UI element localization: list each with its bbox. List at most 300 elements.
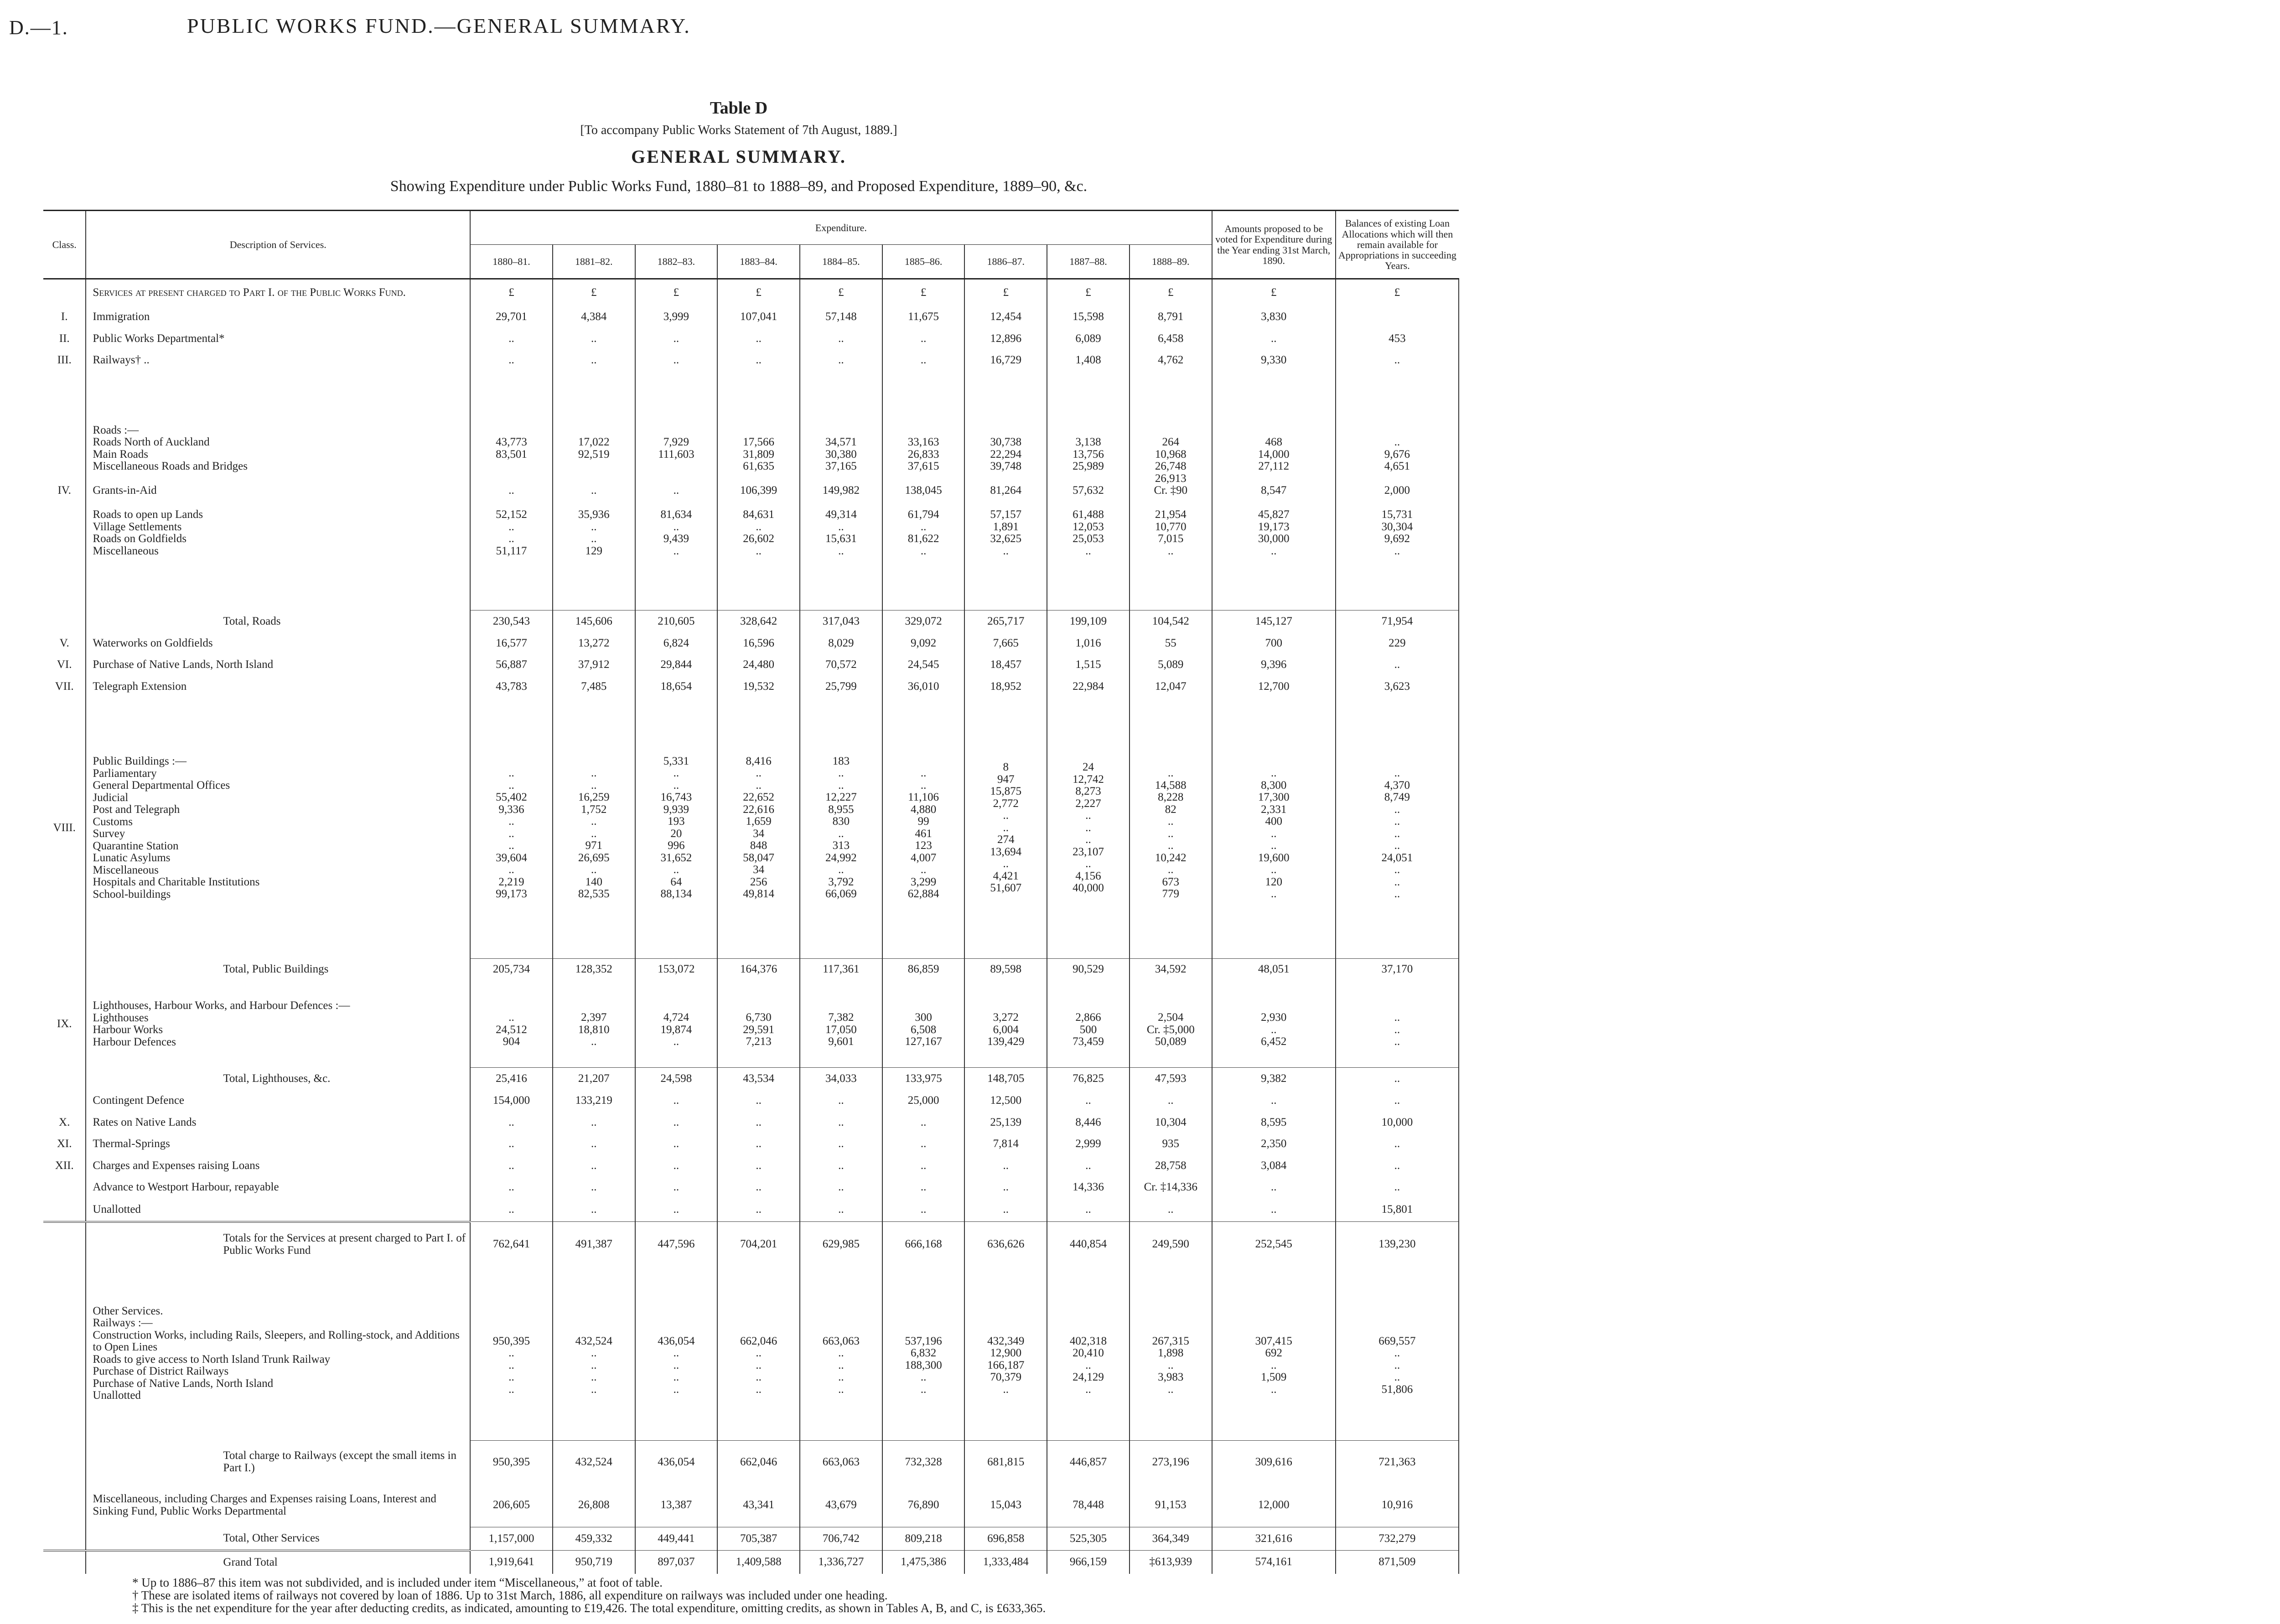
total-label: Totals for the Services at present charged to Part I. of Public Works Fund bbox=[86, 1222, 470, 1267]
value-cell: 13,387 bbox=[635, 1484, 718, 1527]
value-cell: 16,577 bbox=[470, 632, 553, 654]
class-cell bbox=[43, 1551, 86, 1574]
value-cell: 199,109 bbox=[1047, 610, 1130, 632]
value-cell: 9,396 bbox=[1212, 654, 1336, 676]
value-cell: .. bbox=[470, 328, 553, 350]
value-cell: 249,590 bbox=[1130, 1222, 1212, 1267]
class-cell: V. bbox=[43, 632, 86, 654]
value-cell: 183 .. .. 12,227 8,955 830 .. 313 24,992 .. 3,792 66,069 bbox=[800, 698, 882, 958]
value-cell: .. bbox=[1047, 1090, 1130, 1112]
value-cell: 696,858 bbox=[964, 1527, 1047, 1550]
value-cell: 26,808 bbox=[553, 1484, 635, 1527]
value-cell: 950,395 bbox=[470, 1440, 553, 1484]
summary-heading: GENERAL SUMMARY. bbox=[631, 146, 846, 167]
value-cell: 29,701 bbox=[470, 306, 553, 328]
value-cell: .. bbox=[800, 328, 882, 350]
value-cell: 29,844 bbox=[635, 654, 718, 676]
currency-symbol: £ bbox=[717, 279, 800, 306]
value-cell: 34,592 bbox=[1130, 958, 1212, 980]
value-cell: 966,159 bbox=[1047, 1551, 1130, 1574]
class-cell bbox=[43, 1527, 86, 1550]
value-cell: 8,029 bbox=[800, 632, 882, 654]
value-cell: 309,616 bbox=[1212, 1440, 1336, 1484]
description-cell: Other Services. Railways :— Construction Works, including Rails, Sleepers, and Rolling-stock, and Additions to Open Lines Roads to give access to North Island Trunk Railway Purchase of District Railways Purchase of Native Lands, North Island Unallotted bbox=[86, 1267, 470, 1440]
table-row bbox=[43, 1177, 1459, 1199]
value-cell: .. bbox=[964, 1177, 1047, 1199]
value-cell: 8,446 bbox=[1047, 1112, 1130, 1133]
class-cell bbox=[43, 1484, 86, 1527]
value-cell: 37,912 bbox=[553, 654, 635, 676]
value-cell: 210,605 bbox=[635, 610, 718, 632]
description-cell: Rates on Native Lands bbox=[86, 1112, 470, 1133]
expenditure-header: Expenditure. bbox=[470, 211, 1212, 245]
table-row bbox=[43, 1068, 1459, 1090]
value-cell: .. .. 11,106 4,880 99 461 123 4,007 .. 3,299 62,884 bbox=[882, 698, 965, 958]
value-cell: 704,201 bbox=[717, 1222, 800, 1267]
value-cell: .. bbox=[553, 1198, 635, 1221]
table-row bbox=[43, 350, 1459, 372]
value-cell: 12,700 bbox=[1212, 676, 1336, 698]
value-cell: 8,791 bbox=[1130, 306, 1212, 328]
value-cell: .. bbox=[553, 1155, 635, 1177]
value-cell: .. bbox=[1130, 1198, 1212, 1221]
value-cell: 950,395 .. .. .. .. bbox=[470, 1267, 553, 1440]
value-cell: 21,207 bbox=[553, 1068, 635, 1090]
value-cell: .. bbox=[882, 1198, 965, 1221]
value-cell: .. bbox=[1212, 328, 1336, 350]
description-cell: Lighthouses, Harbour Works, and Harbour Defences :— Lighthouses Harbour Works Harbour Defences bbox=[86, 981, 470, 1068]
class-cell: IX. bbox=[43, 981, 86, 1068]
value-cell: .. bbox=[553, 328, 635, 350]
value-cell: 139,230 bbox=[1336, 1222, 1459, 1267]
table-row bbox=[43, 610, 1459, 632]
value-cell: 663,063 bbox=[800, 1440, 882, 1484]
value-cell: 71,954 bbox=[1336, 610, 1459, 632]
value-cell: .. bbox=[1336, 1155, 1459, 1177]
class-cell: XI. bbox=[43, 1133, 86, 1155]
value-cell: .. bbox=[1212, 1090, 1336, 1112]
class-cell: VII. bbox=[43, 676, 86, 698]
table-row bbox=[43, 981, 1459, 1068]
value-cell: 13,272 bbox=[553, 632, 635, 654]
value-cell: 1,157,000 bbox=[470, 1527, 553, 1550]
value-cell: .. .. 16,259 1,752 .. .. 971 26,695 .. 140 82,535 bbox=[553, 698, 635, 958]
currency-symbol: £ bbox=[1047, 279, 1130, 306]
value-cell: 12,047 bbox=[1130, 676, 1212, 698]
currency-symbol: £ bbox=[1336, 279, 1459, 306]
value-cell: 950,719 bbox=[553, 1551, 635, 1574]
value-cell: Cr. ‡14,336 bbox=[1130, 1177, 1212, 1199]
value-cell: 70,572 bbox=[800, 654, 882, 676]
value-cell: .. bbox=[470, 1177, 553, 1199]
currency-symbol: £ bbox=[635, 279, 718, 306]
value-cell: .. bbox=[470, 1155, 553, 1177]
general-summary-table bbox=[43, 210, 1459, 1574]
description-cell: Waterworks on Goldfields bbox=[86, 632, 470, 654]
value-cell: 436,054 bbox=[635, 1440, 718, 1484]
value-cell: 43,679 bbox=[800, 1484, 882, 1527]
value-cell: 107,041 bbox=[717, 306, 800, 328]
currency-symbol: £ bbox=[800, 279, 882, 306]
value-cell: 491,387 bbox=[553, 1222, 635, 1267]
value-cell: 7,665 bbox=[964, 632, 1047, 654]
footnote-1: * Up to 1886–87 this item was not subdivided, and is included under item “Miscellaneous,” at foot of table. bbox=[132, 1576, 663, 1589]
value-cell: 329,072 bbox=[882, 610, 965, 632]
value-cell: 90,529 bbox=[1047, 958, 1130, 980]
total-label: Total, Lighthouses, &c. bbox=[86, 1068, 470, 1090]
value-cell: .. bbox=[1336, 350, 1459, 372]
description-cell: Contingent Defence bbox=[86, 1090, 470, 1112]
value-cell: 9,092 bbox=[882, 632, 965, 654]
value-cell: .. bbox=[800, 1177, 882, 1199]
value-cell: 436,054 .. .. .. .. bbox=[635, 1267, 718, 1440]
value-cell: 267,315 1,898 .. 3,983 .. bbox=[1130, 1267, 1212, 1440]
class-cell: VIII. bbox=[43, 698, 86, 958]
part1-heading: Services at present charged to Part I. of the Public Works Fund. bbox=[86, 279, 470, 306]
value-cell: 6,824 bbox=[635, 632, 718, 654]
value-cell: 78,448 bbox=[1047, 1484, 1130, 1527]
value-cell: .. bbox=[1336, 1133, 1459, 1155]
value-cell: 6,730 29,591 7,213 bbox=[717, 981, 800, 1068]
value-cell: 57,148 bbox=[800, 306, 882, 328]
value-cell: 721,363 bbox=[1336, 1440, 1459, 1484]
description-cell: Unallotted bbox=[86, 1198, 470, 1221]
value-cell: 24,480 bbox=[717, 654, 800, 676]
value-cell: 22,984 bbox=[1047, 676, 1130, 698]
value-cell: .. 8,300 17,300 2,331 400 .. .. 19,600 .. 120 .. bbox=[1212, 698, 1336, 958]
value-cell: 2,866 500 73,459 bbox=[1047, 981, 1130, 1068]
value-cell: 459,332 bbox=[553, 1527, 635, 1550]
value-cell: .. .. 55,402 9,336 .. .. .. 39,604 .. 2,219 99,173 bbox=[470, 698, 553, 958]
value-cell: .. bbox=[1212, 1177, 1336, 1199]
value-cell: 43,773 83,501 .. 52,152 .. .. 51,117 bbox=[470, 371, 553, 610]
total-label: Total charge to Railways (except the small items in Part I.) bbox=[86, 1440, 470, 1484]
class-cell bbox=[43, 1177, 86, 1199]
value-cell: 7,814 bbox=[964, 1133, 1047, 1155]
value-cell: 897,037 bbox=[635, 1551, 718, 1574]
value-cell: 76,825 bbox=[1047, 1068, 1130, 1090]
class-header: Class. bbox=[43, 211, 86, 279]
value-cell: 2,930 .. 6,452 bbox=[1212, 981, 1336, 1068]
value-cell: 2,350 bbox=[1212, 1133, 1336, 1155]
value-cell: 30,738 22,294 39,748 81,264 57,157 1,891 32,625 .. bbox=[964, 371, 1047, 610]
class-cell bbox=[43, 1267, 86, 1440]
total-label: Total, Roads bbox=[86, 610, 470, 632]
value-cell: 3,999 bbox=[635, 306, 718, 328]
value-cell: 935 bbox=[1130, 1133, 1212, 1155]
value-cell: .. bbox=[882, 1112, 965, 1133]
value-cell: 1,919,641 bbox=[470, 1551, 553, 1574]
class-cell: X. bbox=[43, 1112, 86, 1133]
description-cell: Public Works Departmental* bbox=[86, 328, 470, 350]
value-cell: 18,457 bbox=[964, 654, 1047, 676]
value-cell: .. bbox=[553, 350, 635, 372]
value-cell: .. bbox=[1047, 1155, 1130, 1177]
value-cell: 264 10,968 26,748 26,913 Cr. ‡90 21,954 10,770 7,015 .. bbox=[1130, 371, 1212, 610]
value-cell: 706,742 bbox=[800, 1527, 882, 1550]
value-cell: 205,734 bbox=[470, 958, 553, 980]
year-header: 1884–85. bbox=[800, 245, 882, 279]
value-cell bbox=[1336, 306, 1459, 328]
value-cell: 8,416 .. .. 22,652 22,616 1,659 34 848 58,047 34 256 49,814 bbox=[717, 698, 800, 958]
value-cell: 321,616 bbox=[1212, 1527, 1336, 1550]
table-row bbox=[43, 676, 1459, 698]
value-cell: 16,596 bbox=[717, 632, 800, 654]
amounts-header: Amounts proposed to be voted for Expenditure during the Year ending 31st March, 1890. bbox=[1212, 211, 1336, 279]
value-cell: .. bbox=[635, 350, 718, 372]
value-cell: 681,815 bbox=[964, 1440, 1047, 1484]
value-cell: 28,758 bbox=[1130, 1155, 1212, 1177]
page-title: PUBLIC WORKS FUND.—GENERAL SUMMARY. bbox=[187, 14, 691, 37]
value-cell: 705,387 bbox=[717, 1527, 800, 1550]
value-cell: 37,170 bbox=[1336, 958, 1459, 980]
value-cell: 33,163 26,833 37,615 138,045 61,794 .. 81,622 .. bbox=[882, 371, 965, 610]
value-cell: 629,985 bbox=[800, 1222, 882, 1267]
value-cell: 25,416 bbox=[470, 1068, 553, 1090]
value-cell: 662,046 bbox=[717, 1440, 800, 1484]
table-row bbox=[43, 328, 1459, 350]
value-cell: .. bbox=[717, 1177, 800, 1199]
class-cell: IV. bbox=[43, 371, 86, 610]
value-cell: 10,304 bbox=[1130, 1112, 1212, 1133]
value-cell: 7,485 bbox=[553, 676, 635, 698]
value-cell: 24 12,742 8,273 2,227 .. .. .. 23,107 .. 4,156 40,000 bbox=[1047, 698, 1130, 958]
description-cell: Miscellaneous, including Charges and Expenses raising Loans, Interest and Sinking Fund, Public Works Departmental bbox=[86, 1484, 470, 1527]
value-cell: 4,724 19,874 .. bbox=[635, 981, 718, 1068]
value-cell: .. bbox=[470, 1198, 553, 1221]
value-cell: 440,854 bbox=[1047, 1222, 1130, 1267]
value-cell: 17,022 92,519 .. 35,936 .. .. 129 bbox=[553, 371, 635, 610]
year-header: 1888–89. bbox=[1130, 245, 1212, 279]
class-cell bbox=[43, 958, 86, 980]
value-cell: 25,799 bbox=[800, 676, 882, 698]
value-cell: 449,441 bbox=[635, 1527, 718, 1550]
value-cell: 402,318 20,410 .. 24,129 .. bbox=[1047, 1267, 1130, 1440]
value-cell: 91,153 bbox=[1130, 1484, 1212, 1527]
value-cell: 133,219 bbox=[553, 1090, 635, 1112]
table-row bbox=[43, 1112, 1459, 1133]
value-cell: .. bbox=[553, 1133, 635, 1155]
value-cell: .. bbox=[800, 1155, 882, 1177]
description-cell: Roads :— Roads North of Auckland Main Roads Miscellaneous Roads and Bridges Grants-in-Aid Roads to open up Lands Village Settlements Roads on Goldfields Miscellaneous bbox=[86, 371, 470, 610]
value-cell: 809,218 bbox=[882, 1527, 965, 1550]
value-cell: 446,857 bbox=[1047, 1440, 1130, 1484]
footnote-2: † These are isolated items of railways not covered by loan of 1886. Up to 31st March, 1886, all expenditure on railways was included under one heading. bbox=[132, 1588, 888, 1602]
value-cell: 56,887 bbox=[470, 654, 553, 676]
value-cell: 19,532 bbox=[717, 676, 800, 698]
value-cell: 4,762 bbox=[1130, 350, 1212, 372]
value-cell: .. bbox=[1130, 1090, 1212, 1112]
value-cell: .. bbox=[635, 1112, 718, 1133]
value-cell: 47,593 bbox=[1130, 1068, 1212, 1090]
value-cell: 18,952 bbox=[964, 676, 1047, 698]
value-cell: .. 14,588 8,228 82 .. .. .. 10,242 .. 673 779 bbox=[1130, 698, 1212, 958]
value-cell: 307,415 692 .. 1,509 .. bbox=[1212, 1267, 1336, 1440]
value-cell: 12,000 bbox=[1212, 1484, 1336, 1527]
value-cell: 300 6,508 127,167 bbox=[882, 981, 965, 1068]
value-cell: .. bbox=[553, 1177, 635, 1199]
value-cell: 732,279 bbox=[1336, 1527, 1459, 1550]
value-cell: .. bbox=[635, 1133, 718, 1155]
value-cell: 3,272 6,004 139,429 bbox=[964, 981, 1047, 1068]
value-cell: 265,717 bbox=[964, 610, 1047, 632]
value-cell: 9,330 bbox=[1212, 350, 1336, 372]
value-cell: 1,475,386 bbox=[882, 1551, 965, 1574]
value-cell: 48,051 bbox=[1212, 958, 1336, 980]
class-cell: XII. bbox=[43, 1155, 86, 1177]
value-cell: 432,524 .. .. .. .. bbox=[553, 1267, 635, 1440]
value-cell: 18,654 bbox=[635, 676, 718, 698]
value-cell: 1,336,727 bbox=[800, 1551, 882, 1574]
value-cell: 34,033 bbox=[800, 1068, 882, 1090]
total-label: Total, Other Services bbox=[86, 1527, 470, 1550]
value-cell: 1,016 bbox=[1047, 632, 1130, 654]
value-cell: 164,376 bbox=[717, 958, 800, 980]
value-cell: 5,331 .. .. 16,743 9,939 193 20 996 31,652 .. 64 88,134 bbox=[635, 698, 718, 958]
footnote-3: ‡ This is the net expenditure for the year after deducting credits, as indicated, amounting to £19,426. The total expenditure, omitting credits, as shown in Tables A, B, and C, is £633,365. bbox=[132, 1601, 1046, 1615]
value-cell: 36,010 bbox=[882, 676, 965, 698]
table-row bbox=[43, 1155, 1459, 1177]
value-cell: 662,046 .. .. .. .. bbox=[717, 1267, 800, 1440]
value-cell: .. bbox=[1047, 1198, 1130, 1221]
value-cell: .. bbox=[717, 328, 800, 350]
class-cell bbox=[43, 1440, 86, 1484]
currency-symbol: £ bbox=[964, 279, 1047, 306]
table-row bbox=[43, 1527, 1459, 1550]
table-row bbox=[43, 1133, 1459, 1155]
value-cell: 317,043 bbox=[800, 610, 882, 632]
value-cell: .. bbox=[1336, 1177, 1459, 1199]
table-row bbox=[43, 632, 1459, 654]
value-cell: 25,000 bbox=[882, 1090, 965, 1112]
value-cell: 4,384 bbox=[553, 306, 635, 328]
value-cell: 432,524 bbox=[553, 1440, 635, 1484]
value-cell: 2,999 bbox=[1047, 1133, 1130, 1155]
value-cell: 145,127 bbox=[1212, 610, 1336, 632]
value-cell: 328,642 bbox=[717, 610, 800, 632]
value-cell: 89,598 bbox=[964, 958, 1047, 980]
value-cell: 10,000 bbox=[1336, 1112, 1459, 1133]
value-cell: .. bbox=[964, 1198, 1047, 1221]
value-cell: .. bbox=[717, 1090, 800, 1112]
value-cell: .. bbox=[800, 1090, 882, 1112]
class-cell: VI. bbox=[43, 654, 86, 676]
value-cell: 364,349 bbox=[1130, 1527, 1212, 1550]
table-row bbox=[43, 1551, 1459, 1574]
value-cell: 7,382 17,050 9,601 bbox=[800, 981, 882, 1068]
value-cell: .. bbox=[717, 1112, 800, 1133]
value-cell: 55 bbox=[1130, 632, 1212, 654]
value-cell: 104,542 bbox=[1130, 610, 1212, 632]
value-cell: 128,352 bbox=[553, 958, 635, 980]
page-ref: D.—1. bbox=[9, 16, 68, 39]
value-cell: .. bbox=[1212, 1198, 1336, 1221]
value-cell: 871,509 bbox=[1336, 1551, 1459, 1574]
value-cell: 537,196 6,832 188,300 .. .. bbox=[882, 1267, 965, 1440]
value-cell: 1,408 bbox=[1047, 350, 1130, 372]
value-cell: 230,543 bbox=[470, 610, 553, 632]
value-cell: 700 bbox=[1212, 632, 1336, 654]
value-cell: 432,349 12,900 166,187 70,379 .. bbox=[964, 1267, 1047, 1440]
value-cell: 12,454 bbox=[964, 306, 1047, 328]
value-cell: .. bbox=[470, 350, 553, 372]
value-cell: 3,138 13,756 25,989 57,632 61,488 12,053 25,053 .. bbox=[1047, 371, 1130, 610]
value-cell: 12,896 bbox=[964, 328, 1047, 350]
currency-symbol: £ bbox=[1130, 279, 1212, 306]
value-cell: 15,801 bbox=[1336, 1198, 1459, 1221]
description-cell: Public Buildings :— Parliamentary General Departmental Offices Judicial Post and Telegraph Customs Survey Quarantine Station Lunatic Asylums Miscellaneous Hospitals and Charitable Institutions School-buildings bbox=[86, 698, 470, 958]
value-cell: 229 bbox=[1336, 632, 1459, 654]
value-cell: 12,500 bbox=[964, 1090, 1047, 1112]
description-cell: Advance to Westport Harbour, repayable bbox=[86, 1177, 470, 1199]
description-cell: Thermal-Springs bbox=[86, 1133, 470, 1155]
year-header: 1885–86. bbox=[882, 245, 965, 279]
value-cell: 8 947 15,875 2,772 .. .. 274 13,694 .. 4,421 51,607 bbox=[964, 698, 1047, 958]
value-cell: 43,534 bbox=[717, 1068, 800, 1090]
value-cell: 117,361 bbox=[800, 958, 882, 980]
value-cell: 43,341 bbox=[717, 1484, 800, 1527]
value-cell: .. bbox=[1336, 654, 1459, 676]
value-cell: 6,458 bbox=[1130, 328, 1212, 350]
value-cell: ‡613,939 bbox=[1130, 1551, 1212, 1574]
value-cell: .. bbox=[882, 1155, 965, 1177]
value-cell: .. bbox=[553, 1112, 635, 1133]
table-row bbox=[43, 698, 1459, 958]
total-label: Grand Total bbox=[86, 1551, 470, 1574]
value-cell: 3,623 bbox=[1336, 676, 1459, 698]
table-row bbox=[43, 306, 1459, 328]
class-cell bbox=[43, 610, 86, 632]
value-cell: 447,596 bbox=[635, 1222, 718, 1267]
table-row bbox=[43, 1198, 1459, 1221]
value-cell: 1,409,588 bbox=[717, 1551, 800, 1574]
class-cell bbox=[43, 1068, 86, 1090]
value-cell: .. bbox=[1336, 1068, 1459, 1090]
value-cell: 273,196 bbox=[1130, 1440, 1212, 1484]
value-cell: 663,063 .. .. .. .. bbox=[800, 1267, 882, 1440]
value-cell: .. bbox=[800, 1112, 882, 1133]
value-cell: .. bbox=[717, 350, 800, 372]
value-cell: .. bbox=[882, 1177, 965, 1199]
currency-symbol: £ bbox=[470, 279, 553, 306]
value-cell: .. 9,676 4,651 2,000 15,731 30,304 9,692 .. bbox=[1336, 371, 1459, 610]
value-cell: .. bbox=[882, 1133, 965, 1155]
value-cell: 15,598 bbox=[1047, 306, 1130, 328]
value-cell: 8,595 bbox=[1212, 1112, 1336, 1133]
value-cell: 732,328 bbox=[882, 1440, 965, 1484]
value-cell: .. bbox=[717, 1133, 800, 1155]
value-cell: 86,859 bbox=[882, 958, 965, 980]
value-cell: .. bbox=[800, 350, 882, 372]
value-cell: 3,084 bbox=[1212, 1155, 1336, 1177]
value-cell: 574,161 bbox=[1212, 1551, 1336, 1574]
table-row bbox=[43, 654, 1459, 676]
value-cell: 153,072 bbox=[635, 958, 718, 980]
value-cell: 5,089 bbox=[1130, 654, 1212, 676]
class-cell bbox=[43, 1198, 86, 1221]
table-row bbox=[43, 1267, 1459, 1440]
value-cell: .. bbox=[635, 1155, 718, 1177]
value-cell: 9,382 bbox=[1212, 1068, 1336, 1090]
value-cell: .. bbox=[635, 1177, 718, 1199]
value-cell: 17,566 31,809 61,635 106,399 84,631 .. 26,602 .. bbox=[717, 371, 800, 610]
description-header: Description of Services. bbox=[86, 211, 470, 279]
value-cell: 25,139 bbox=[964, 1112, 1047, 1133]
value-cell: .. bbox=[717, 1198, 800, 1221]
value-cell: .. 24,512 904 bbox=[470, 981, 553, 1068]
value-cell: 15,043 bbox=[964, 1484, 1047, 1527]
year-header: 1886–87. bbox=[964, 245, 1047, 279]
